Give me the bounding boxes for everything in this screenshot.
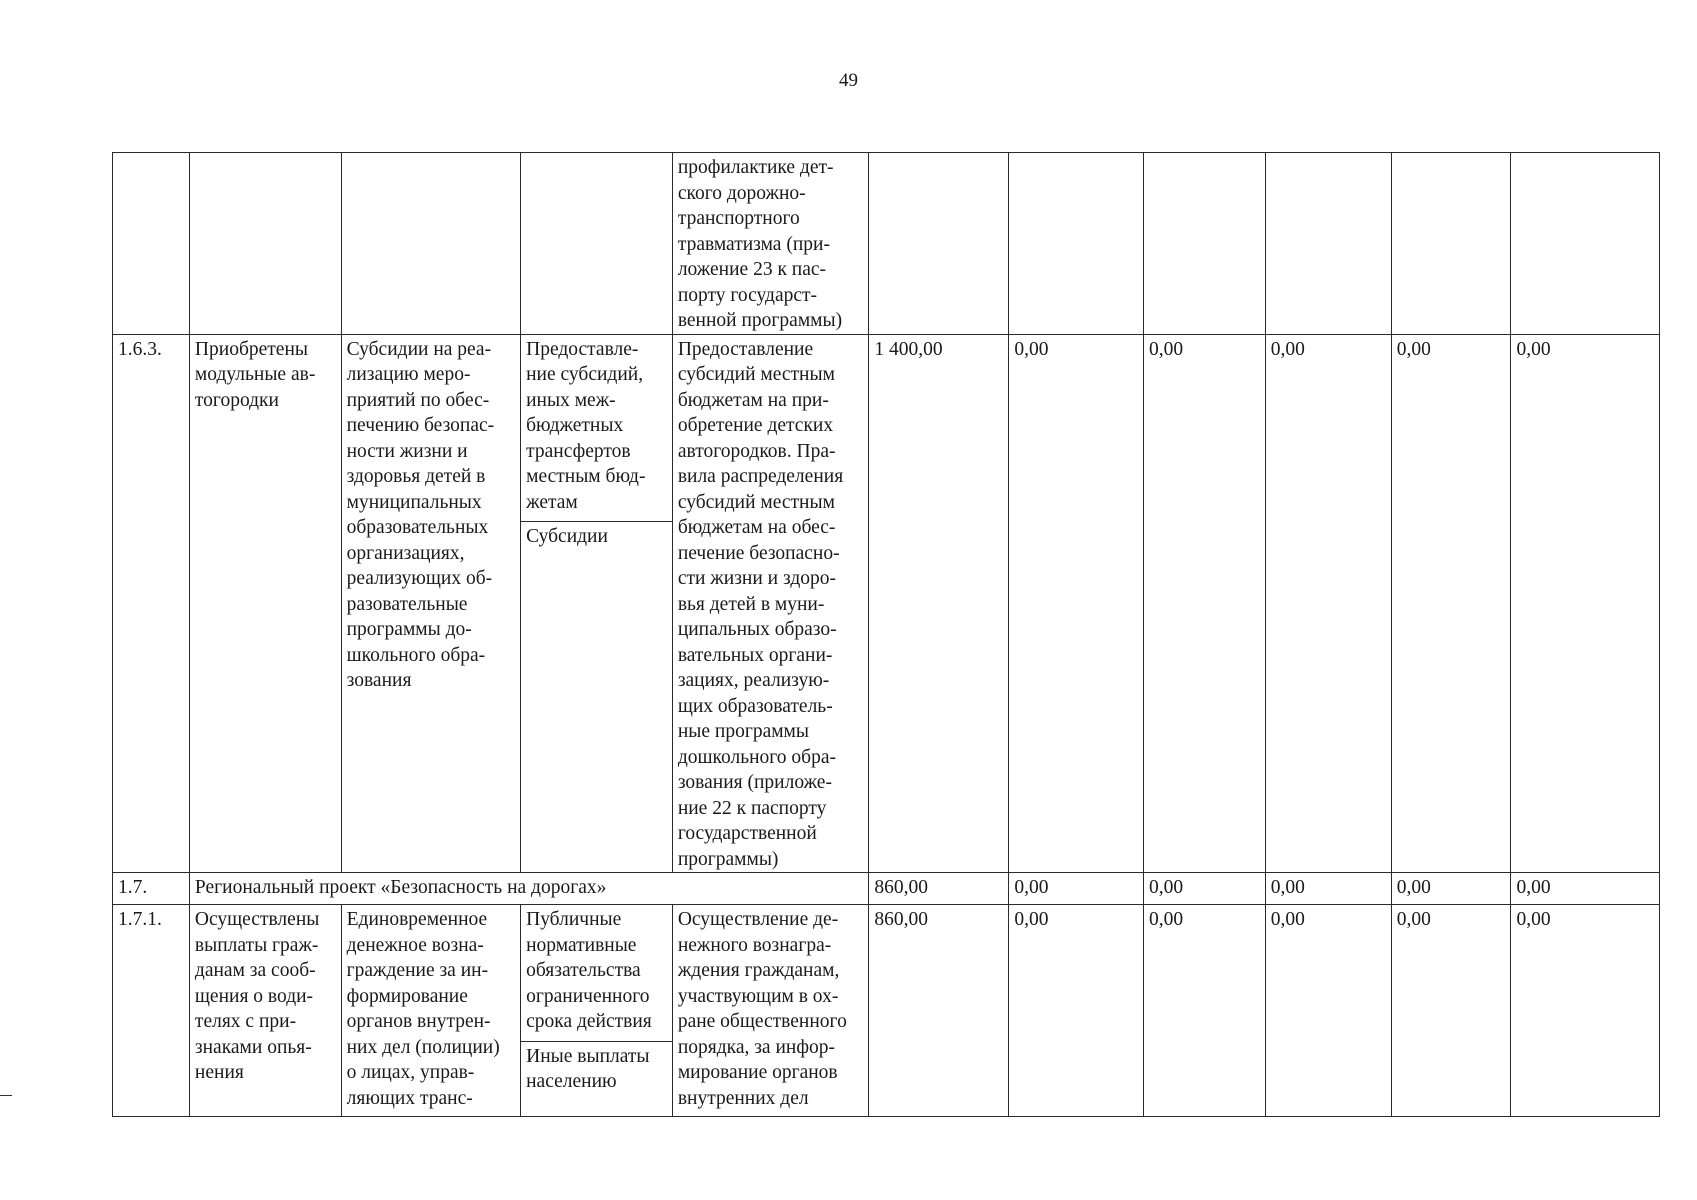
value-total: 1 400,00: [874, 338, 943, 360]
value-total: 860,00: [874, 909, 929, 930]
cell-value: [1391, 153, 1511, 335]
row-number: 1.7.1.: [118, 909, 162, 930]
value-year: 0,00: [1270, 877, 1305, 898]
expense-type-group: Предоставле- ние субсидий, иных меж- бюджетных трансфертов местным бюд- жетам: [526, 338, 646, 513]
scan-margin-mark: [0, 1095, 12, 1096]
cell-name: [189, 153, 341, 335]
cell-value: [1511, 153, 1660, 335]
budget-table: [112, 152, 1660, 1117]
expense-type-group: Публичные нормативные обязательства ограниченного срока действия: [526, 909, 652, 1032]
cell-num: [113, 905, 190, 1117]
cell-value: [1009, 153, 1144, 335]
cell-num: [113, 334, 190, 873]
cell-name: [189, 334, 341, 873]
result-name: Приобретены модульные ав- тогородки: [194, 338, 316, 411]
cell-value: [869, 905, 1009, 1117]
cell-value: [869, 334, 1009, 873]
value-year: 0,00: [1516, 909, 1551, 930]
cell-value: [1511, 873, 1660, 905]
cell-value: [1265, 153, 1391, 335]
value-total: 860,00: [874, 877, 929, 898]
table-row-continuation: [113, 153, 1660, 335]
value-year: 0,00: [1396, 877, 1431, 898]
value-year: 0,00: [1148, 877, 1184, 898]
result-name: Осуществлены выплаты граж- данам за сооб- щения о води- телях с при- знаками опья- нения: [194, 909, 320, 1083]
cell-value: [1265, 905, 1391, 1117]
cell-value: [1143, 334, 1265, 873]
value-year: 0,00: [1014, 338, 1049, 360]
cell-value: [1391, 334, 1511, 873]
row-number: 1.7.: [118, 877, 148, 898]
cell-description: [672, 334, 869, 873]
cell-num: [113, 873, 190, 905]
cell-value: [1009, 334, 1144, 873]
cell-num: [113, 153, 190, 335]
cell-value: [1143, 153, 1265, 335]
cell-purpose: [341, 153, 520, 335]
cell-value: [869, 153, 1009, 335]
description-text: Осуществление де- нежного вознагра- ждения гражданам, участвующим в ох- ране общественного порядка, за инфор- мирование органов внутренних дел: [677, 909, 847, 1109]
purpose-text: Единовременное денежное возна- граждение за ин- формирование органов внутрен- них дел (полиции) о лицах, управ- ляющих транс-: [346, 909, 500, 1109]
cell-purpose: [341, 905, 520, 1117]
table-row-1-7-1: [113, 905, 1660, 1117]
value-year: 0,00: [1014, 877, 1049, 898]
cell-value: [1143, 905, 1265, 1117]
cell-description: [672, 153, 869, 335]
table-row-1-7: [113, 873, 1660, 905]
row-number: 1.6.3.: [118, 338, 162, 360]
value-year: 0,00: [1014, 909, 1049, 930]
cell-description: [672, 905, 869, 1117]
cell-value: [1143, 873, 1265, 905]
cell-purpose: [341, 334, 520, 873]
cell-value: [1391, 905, 1511, 1117]
description-text: профилактике дет- ского дорожно- транспортного травматизма (при- ложение 23 к пас- порту государст- венной программы): [677, 157, 843, 331]
expense-type-subgroup: Иные выплаты населению: [521, 1041, 672, 1101]
cell-project-title: [189, 873, 868, 905]
value-year: 0,00: [1148, 338, 1184, 360]
table-row-1-6-3: [113, 334, 1660, 873]
cell-value: [1265, 334, 1391, 873]
cell-value: [1391, 873, 1511, 905]
cell-value: [1511, 334, 1660, 873]
cell-name: [189, 905, 341, 1117]
value-year: 0,00: [1148, 909, 1184, 930]
value-year: 0,00: [1516, 877, 1551, 898]
value-year: 0,00: [1270, 338, 1305, 360]
expense-type-subgroup: Субсидии: [521, 521, 672, 556]
value-year: 0,00: [1396, 338, 1431, 360]
value-year: 0,00: [1396, 909, 1431, 930]
cell-expense-type: [521, 334, 673, 873]
cell-expense-type: [521, 905, 673, 1117]
cell-value: [1009, 905, 1144, 1117]
page-number: 49: [839, 70, 858, 91]
cell-expense-type: [521, 153, 673, 335]
purpose-text: Субсидии на реа- лизацию меро- приятий по обес- печению безопас- ности жизни и здоровья детей в муниципальных образовательных организациях, реализующих об- разовательные программы до- школьного обра- зования: [346, 338, 495, 691]
value-year: 0,00: [1516, 338, 1551, 360]
description-text: Предоставление субсидий местным бюджетам на при- обретение детских автогородков. Пра- вила распределения субсидий местным бюджетам на обес- печение безопасно- сти жизни и здоро- вья детей в муни- ципальных образо- вательных органи- зациях, реализую- щих образователь- ные программы дошкольного обра- зования (приложе- ние 22 к паспорту государственной программы): [677, 338, 844, 870]
cell-value: [1009, 873, 1144, 905]
project-title: Региональный проект «Безопасность на дорогах»: [194, 877, 607, 898]
cell-value: [869, 873, 1009, 905]
cell-value: [1265, 873, 1391, 905]
value-year: 0,00: [1270, 909, 1305, 930]
cell-value: [1511, 905, 1660, 1117]
